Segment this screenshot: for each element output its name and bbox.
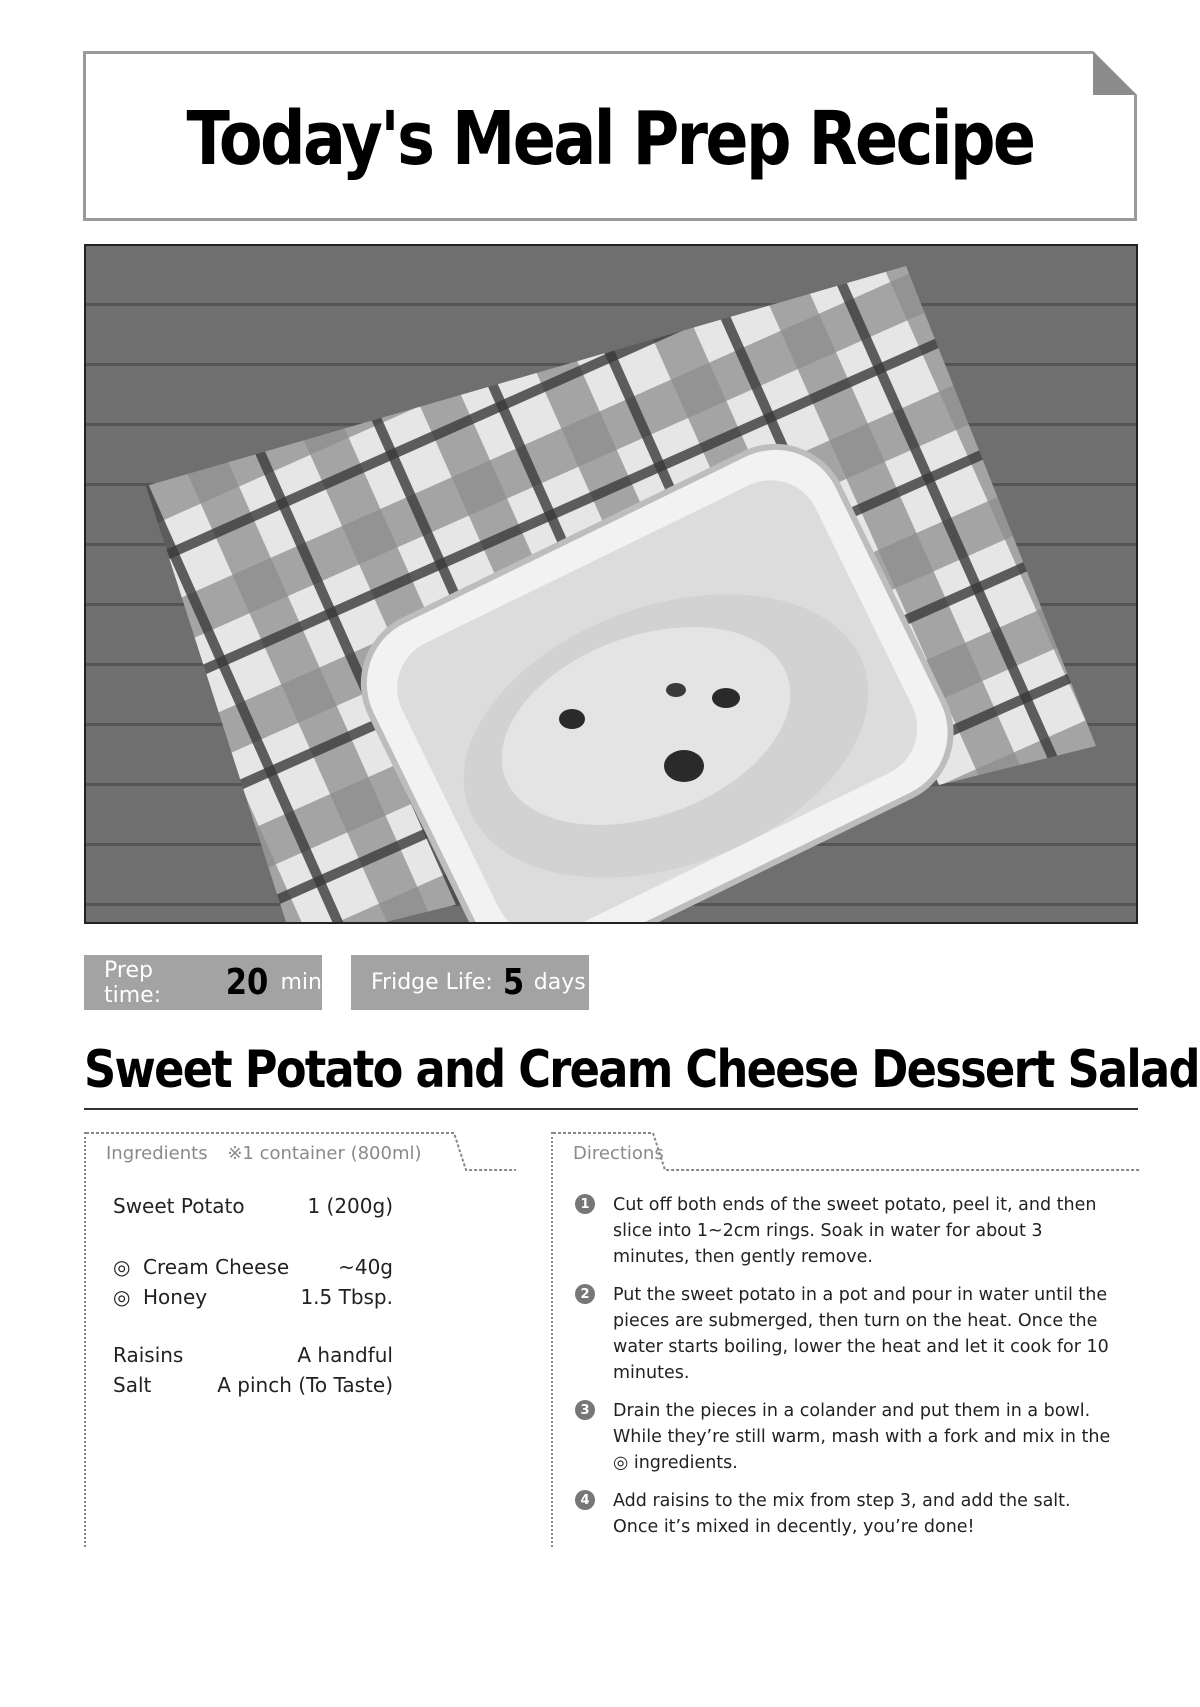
recipe-title: Sweet Potato and Cream Cheese Dessert Salad [84,1040,1199,1100]
step-text: Drain the pieces in a colander and put them in a bowl. While they’re still warm, mash with a fork and mix in the ◎ ingredients. [613,1401,1111,1473]
step-number-icon: 1 [575,1194,595,1214]
dish-photo [84,244,1138,924]
ingredient-name: Raisins [113,1343,184,1367]
page-title: Today's Meal Prep Recipe [186,96,1034,182]
ingredient-name: Salt [113,1373,152,1397]
ingredient-name: Honey [143,1285,208,1309]
directions-tab-label: Directions [573,1143,664,1164]
direction-step [575,1282,1115,1386]
ingredient-amount: A pinch (To Taste) [217,1373,393,1397]
ingredient-row [113,1343,393,1367]
ingredient-amount: 1.5 Tbsp. [300,1285,393,1309]
header-banner [83,51,1137,221]
ingredient-row [113,1255,393,1279]
fridge-life-label: Fridge Life: [371,970,493,995]
fridge-life-value: 5 [502,962,524,1003]
ingredient-row [113,1373,393,1397]
ingredient-name: Cream Cheese [143,1255,290,1279]
ingredient-name: Sweet Potato [113,1194,245,1218]
step-text: Put the sweet potato in a pot and pour in water until the pieces are submerged, then turn on the heat. Once the water starts boiling, lower the heat and let it cook for 10 minutes. [613,1285,1109,1383]
step-number-icon: 2 [575,1284,595,1304]
ingredients-tab-label: Ingredients [106,1143,208,1164]
step-text: Cut off both ends of the sweet potato, peel it, and then slice into 1~2cm rings. Soak in water for about 3 minutes, then gently remove. [613,1195,1097,1267]
double-circle-icon: ◎ [113,1285,131,1309]
ingredient-row [113,1285,393,1309]
direction-step [575,1398,1115,1476]
step-text: Add raisins to the mix from step 3, and add the salt. Once it’s mixed in decently, you’re done! [613,1491,1071,1537]
step-number-icon: 3 [575,1400,595,1420]
ingredients-tab [106,1143,422,1164]
fridge-life-unit: days [533,970,586,995]
prep-time-label: Prep time: [104,957,162,1008]
prep-time-unit: min [280,970,322,995]
double-circle-icon: ◎ [113,1255,131,1279]
direction-step [575,1192,1115,1270]
ingredient-amount: 1 (200g) [307,1194,393,1218]
page-fold-icon [1093,51,1137,95]
step-number-icon: 4 [575,1490,595,1510]
ingredients-panel [84,1132,516,1547]
direction-step [575,1488,1115,1540]
ingredient-row [113,1194,393,1218]
directions-panel [551,1132,1141,1547]
fridge-life-badge [351,955,589,1010]
ingredient-amount: A handful [297,1343,393,1367]
title-divider [84,1108,1138,1110]
ingredient-amount: ~40g [338,1255,393,1279]
prep-time-badge [84,955,322,1010]
directions-tab [573,1143,664,1164]
container-note: ※1 container (800ml) [227,1143,422,1164]
prep-time-value: 20 [226,962,269,1003]
